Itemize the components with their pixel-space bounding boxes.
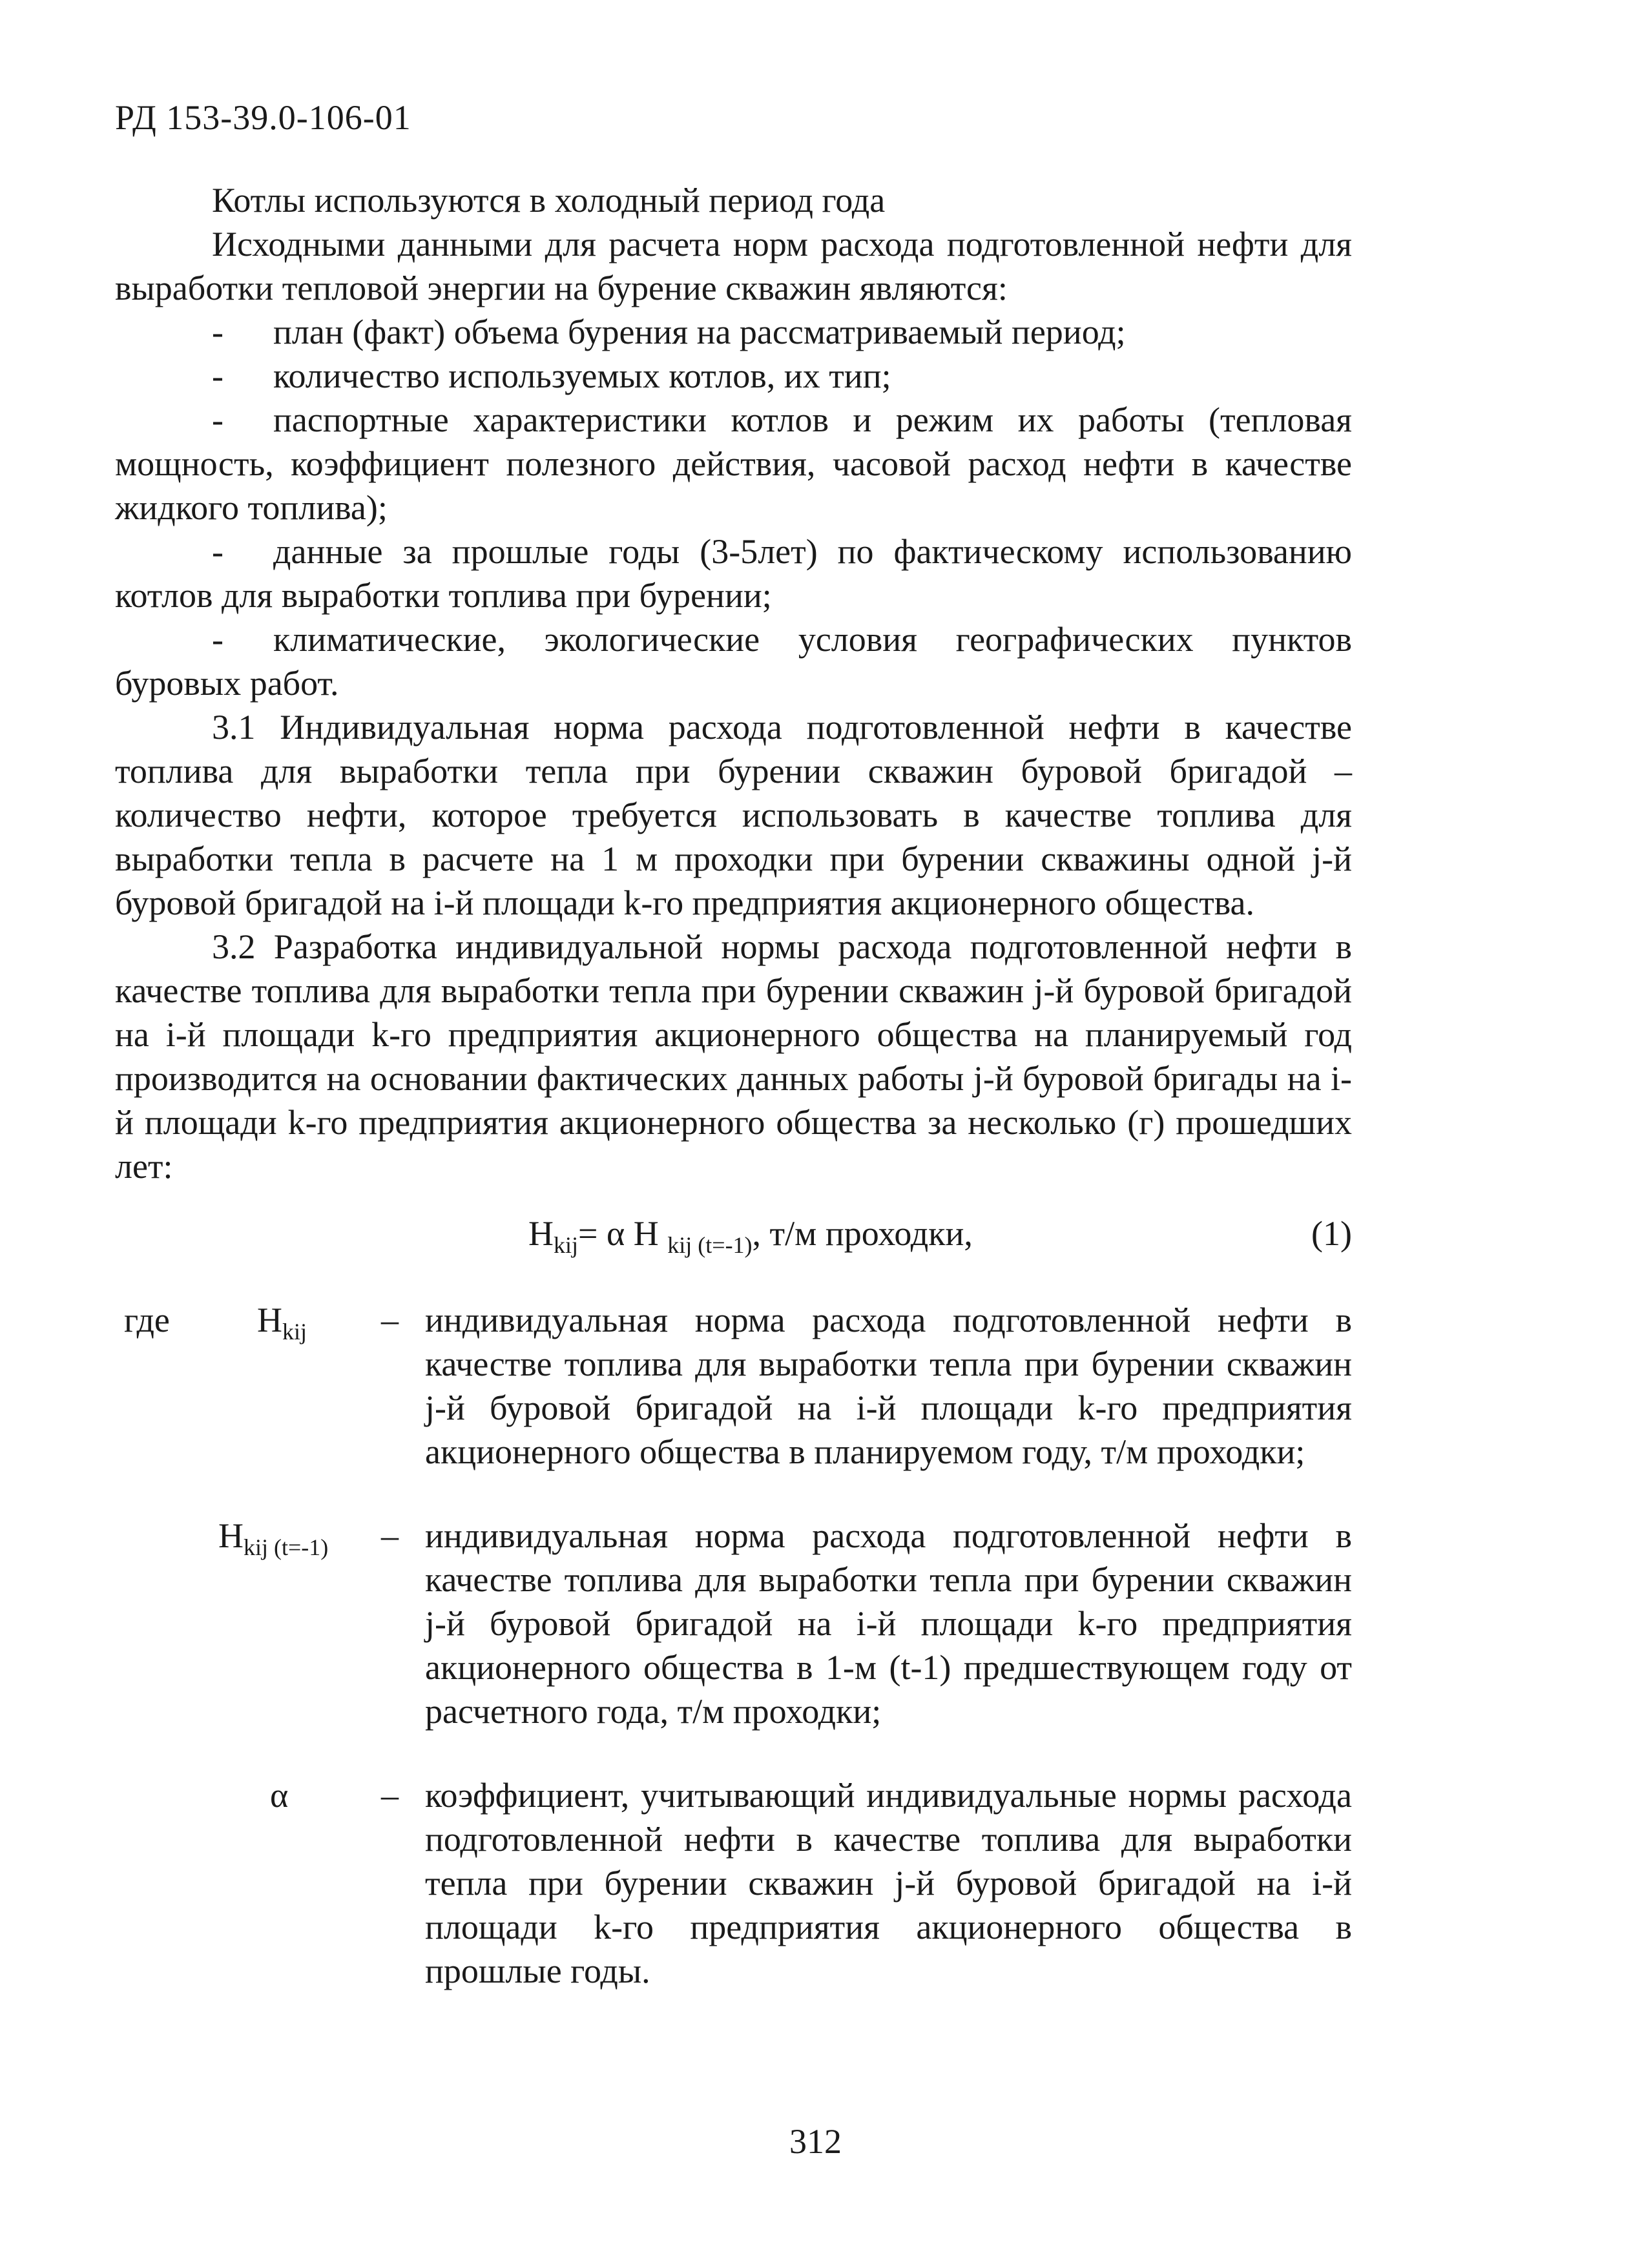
- definition-dash: –: [381, 1776, 399, 1815]
- paragraph-boilers: Котлы используются в холодный период года: [212, 181, 886, 220]
- list-dash: -: [212, 313, 223, 351]
- symbol-hkij: $H_{kij}$: [257, 1301, 307, 1345]
- list-dash: -: [212, 400, 223, 439]
- list-item: - климатические, экологические условия географических пунктов буровых работ.: [115, 617, 1352, 705]
- definition-text: индивидуальная норма расхода подготовленной нефти в качестве топлива для выработки тепла при бурении скважин j-й буровой бригадой на i-й площади k-го предприятия акционерного общества в 1-м (t-1) предшествующем году от расчетного года, т/м проходки;: [425, 1516, 1352, 1731]
- symbol-alpha: α: [270, 1776, 289, 1815]
- formula-number: (1): [1311, 1214, 1352, 1253]
- paragraph-3-1: 3.1 Индивидуальная норма расхода подготовленной нефти в качестве топлива для выработки тепла при бурении скважин буровой бригадой – количество нефти, которое требуется использовать в качестве топлива для выработки тепла в расчете на 1 м проходки при бурении скважины одной j-й буровой бригадой на i-й площади k-го предприятия акционерного общества.: [115, 708, 1352, 922]
- page-number: 312: [789, 2122, 842, 2161]
- list-item: - паспортные характеристики котлов и режим их работы (тепловая мощность, коэффициент полезного действия, часовой расход нефти в качестве жидкого топлива);: [115, 398, 1352, 530]
- list-dash: -: [212, 356, 223, 395]
- formula-expression: $H_{kij}= \alpha$ H $_{kij (t=-1)}$, т/м проходки,: [528, 1214, 973, 1258]
- list-dash: -: [212, 532, 223, 571]
- paragraph-input-data: Исходными данными для расчета норм расхода подготовленной нефти для выработки тепловой энергии на бурение скважин являются:: [115, 225, 1352, 307]
- where-label: где: [124, 1301, 170, 1339]
- definition-text: коэффициент, учитывающий индивидуальные нормы расхода подготовленной нефти в качестве топлива для выработки тепла при бурении скважин j-й буровой бригадой на i-й площади k-го предприятия акционерного общества в прошлые годы.: [425, 1776, 1352, 1990]
- definition-hkij-prev: [115, 1514, 1352, 1733]
- document-code-header: РД 153-39.0-106-01: [115, 98, 411, 137]
- list-item: - данные за прошлые годы (3-5лет) по фактическому использованию котлов для выработки топлива при бурении;: [115, 530, 1352, 617]
- definition-text: индивидуальная норма расхода подготовленной нефти в качестве топлива для выработки тепла при бурении скважин j-й буровой бригадой на i-й площади k-го предприятия акционерного общества в планируемом году, т/м проходки;: [425, 1301, 1352, 1471]
- definition-alpha: [115, 1773, 1352, 1993]
- formula-1: [115, 1211, 1352, 1263]
- list-item: - количество используемых котлов, их тип;: [115, 354, 1352, 398]
- definitions-list: [115, 1298, 1352, 2033]
- paragraph-3-2: 3.2 Разработка индивидуальной нормы расхода подготовленной нефти в качестве топлива для выработки тепла при бурении скважин j-й буровой бригадой на i-й площади k-го предприятия акционерного общества на планируемый год производится на основании фактических данных работы j-й буровой бригады на i-й площади k-го предприятия акционерного общества за несколько (г) прошедших лет:: [115, 927, 1352, 1186]
- definition-hkij: [115, 1298, 1352, 1474]
- definition-dash: –: [381, 1301, 399, 1339]
- list-dash: -: [212, 620, 223, 659]
- definition-dash: –: [381, 1516, 399, 1555]
- list-item: - план (факт) объема бурения на рассматриваемый период;: [115, 310, 1352, 354]
- body-text: [115, 178, 1352, 1188]
- symbol-hkij-prev: $H_{kij (t=-1)}$: [218, 1516, 329, 1560]
